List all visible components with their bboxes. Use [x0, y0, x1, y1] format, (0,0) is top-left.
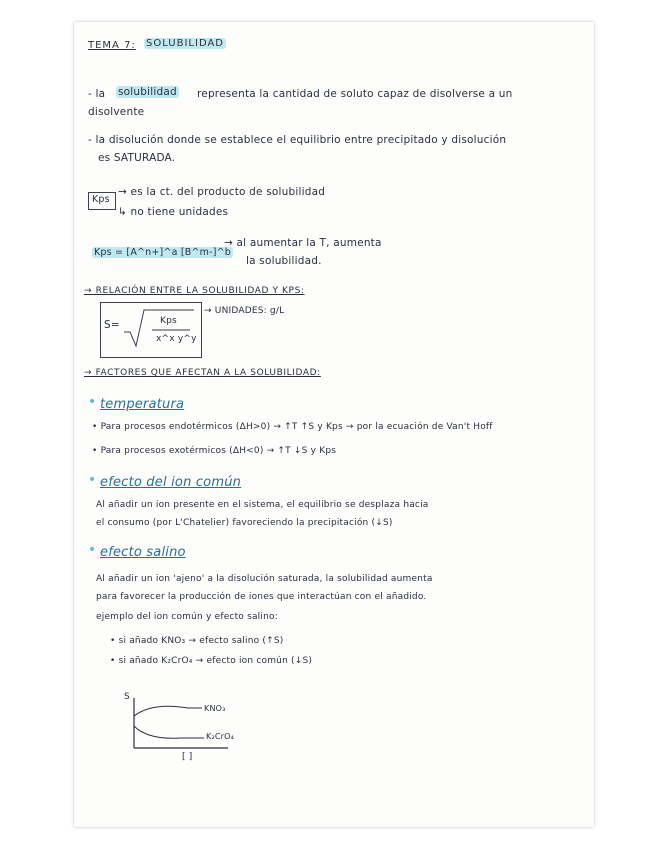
- curve-kno3: [134, 706, 202, 716]
- temperatura-title: temperatura: [100, 397, 185, 412]
- salino-ex1: • si añado KNO₃ → efecto salino (↑S): [110, 636, 284, 646]
- relacion-s: S=: [104, 319, 120, 331]
- intro-line4: es SATURADA.: [98, 152, 176, 164]
- notebook-page: [74, 22, 594, 827]
- salino-title: efecto salino: [100, 545, 186, 560]
- kps-def2: ↳ no tiene unidades: [118, 206, 229, 218]
- curve-k2cro4: [134, 726, 204, 738]
- graph-bottom-label: K₂CrO₄: [206, 732, 235, 741]
- bullet-dot-icon: •: [88, 542, 97, 558]
- graph-top-label: KNO₃: [204, 704, 226, 713]
- bullet-dot-icon: •: [88, 472, 97, 488]
- graph-ylabel: S: [124, 692, 130, 702]
- intro-line3: - la disolución donde se establece el equilibrio entre precipitado y disolución: [88, 134, 507, 146]
- topic-title: SOLUBILIDAD: [146, 38, 225, 49]
- kps-note1: → al aumentar la T, aumenta: [224, 237, 382, 249]
- relacion-numerator: Kps: [160, 316, 177, 326]
- salino-line1: Al añadir un ion 'ajeno' a la disolución saturada, la solubilidad aumenta: [96, 574, 433, 584]
- intro-line2: disolvente: [88, 106, 145, 118]
- intro-highlight: solubilidad: [118, 86, 177, 98]
- temperatura-item1: • Para procesos endotérmicos (ΔH>0) → ↑T ↑S y Kps → por la ecuación de Van't Hoff: [92, 422, 493, 432]
- kps-def1: → es la ct. del producto de solubilidad: [118, 186, 326, 198]
- salino-example-header: ejemplo del ion común y efecto salino:: [96, 612, 278, 622]
- ion-comun-line2: el consumo (por L'Chatelier) favoreciendo la precipitación (↓S): [96, 518, 393, 528]
- radical-sign: [122, 306, 196, 352]
- kps-formula: Kps = [A^n+]^a [B^m-]^b: [94, 247, 232, 258]
- ion-comun-title: efecto del ion común: [100, 475, 242, 490]
- solubility-graph: [118, 690, 278, 770]
- relacion-denominator: x^x y^y: [156, 334, 197, 344]
- temperatura-item2: • Para procesos exotérmicos (ΔH<0) → ↑T ↓S y Kps: [92, 446, 337, 456]
- relacion-units: → UNIDADES: g/L: [204, 306, 285, 316]
- kps-box-label: Kps: [92, 194, 110, 205]
- ion-comun-line1: Al añadir un ion presente en el sistema, el equilibrio se desplaza hacia: [96, 500, 429, 510]
- salino-line2: para favorecer la producción de iones que interactúan con el añadido.: [96, 592, 427, 602]
- salino-ex2: • si añado K₂CrO₄ → efecto ion común (↓S): [110, 656, 313, 666]
- tema-label: TEMA 7:: [88, 40, 136, 51]
- graph-xlabel: [ ]: [182, 752, 193, 762]
- relacion-header: → RELACIÓN ENTRE LA SOLUBILIDAD Y KPS:: [84, 286, 305, 296]
- intro-prefix: - la: [88, 88, 106, 100]
- bullet-dot-icon: •: [88, 394, 97, 410]
- intro-line1: representa la cantidad de soluto capaz de disolverse a un: [197, 88, 513, 100]
- kps-note2: la solubilidad.: [246, 255, 322, 267]
- factores-header: → FACTORES QUE AFECTAN A LA SOLUBILIDAD:: [84, 368, 321, 378]
